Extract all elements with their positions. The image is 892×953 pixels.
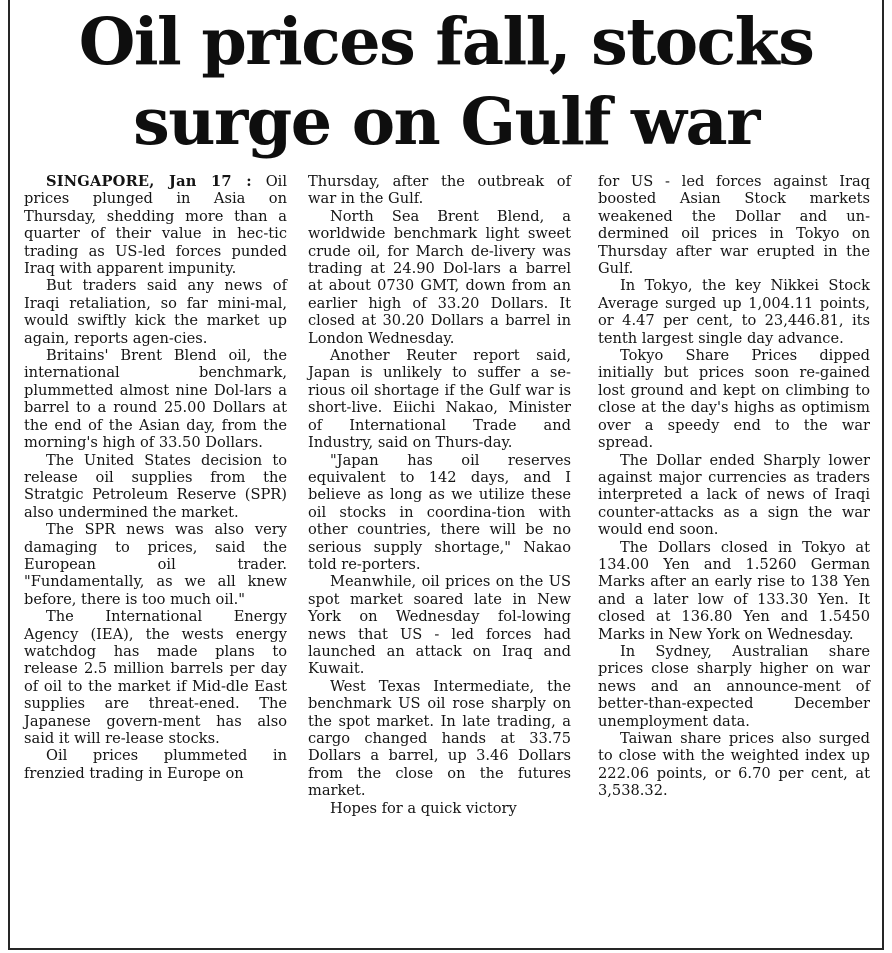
paragraph: The United States decision to release oil supplies from the Stratgic Petroleum Reserve (SPR) also undermined the market.	[24, 451, 287, 521]
paragraph: North Sea Brent Blend, a worldwide benchmark light sweet crude oil, for March de-livery was trading at 24.90 Dol-lars a barrel at about 0730 GMT, down from an earlier high of 33.20 Dollars. It closed at 30.20 Dollars a barrel in London Wednesday.	[308, 207, 571, 347]
paragraph: Another Reuter report said, Japan is unlikely to suffer a se-rious oil shortage if the Gulf war is short-live. Eiichi Nakao, Minister of International Trade and Industry, said on Thurs-day.	[308, 347, 571, 452]
dateline: SINGAPORE, Jan 17 :	[46, 173, 252, 190]
column-3	[598, 173, 870, 942]
paragraph: Britains' Brent Blend oil, the international benchmark, plummetted almost nine Dol-lars a barrel to a round 25.00 Dollars at the end of the Asian day, from the morning's high of 33.50 Dollars.	[24, 347, 287, 452]
column-2	[308, 173, 571, 942]
paragraph: Oil prices plummeted in frenzied trading in Europe on	[24, 747, 287, 782]
paragraph: In Sydney, Australian share prices close sharply higher on war news and an announce-ment of better-than-expected December unemployment data.	[598, 642, 870, 730]
paragraph: "Japan has oil reserves equivalent to 142 days, and I believe as long as we utilize these oil stocks in coordina-tion with other countries, there will be no serious supply shortage," Nakao told re-porters.	[308, 451, 571, 573]
newspaper-clipping	[8, 0, 884, 950]
paragraph-text: Oil prices plunged in Asia on Thursday, shedding more than a quarter of their value in hec-tic trading as US-led forces punded Iraq with apparent impunity.	[24, 173, 287, 278]
paragraph: Taiwan share prices also surged to close with the weighted index up 222.06 points, or 6.70 per cent, at 3,538.32.	[598, 730, 870, 800]
article-body	[10, 173, 882, 942]
paragraph: Hopes for a quick victory	[330, 799, 517, 817]
paragraph: But traders said any news of Iraqi retaliation, so far mini-mal, would swiftly kick the market up again, reports agen-cies.	[24, 277, 287, 347]
paragraph: for US - led forces against Iraq boosted Asian Stock markets weakened the Dollar and un-dermined oil prices in Tokyo on Thursday after war erupted in the Gulf.	[598, 173, 870, 278]
headline	[10, 0, 882, 162]
paragraph: Meanwhile, oil prices on the US spot market soared late in New York on Wednesday fol-lowing news that US - led forces had launched an attack on Iraq and Kuwait.	[308, 573, 571, 678]
paragraph: The Dollar ended Sharply lower against major currencies as traders interpreted a lack of news of Iraqi counter-attacks as a sign the war would end soon.	[598, 451, 870, 539]
paragraph: Tokyo Share Prices dipped initially but prices soon re-gained lost ground and kept on climbing to close at the day's highs as optimism over a speedy end to the war spread.	[598, 347, 870, 452]
paragraph: Thursday, after the outbreak of war in the Gulf.	[308, 173, 571, 208]
paragraph	[24, 173, 287, 277]
paragraph: West Texas Intermediate, the benchmark US oil rose sharply on the spot market. In late trading, a cargo changed hands at 33.75 Dollars a barrel, up 3.46 Dollars from the close on the futures market.	[308, 677, 571, 800]
paragraph: The International Energy Agency (IEA), the wests energy watchdog has made plans to release 2.5 million barrels per day of oil to the market if Mid-dle East supplies are threat-ened. The Japanese govern-ment has also said it will re-lease stocks.	[24, 608, 287, 747]
headline-line-2: surge on Gulf war	[133, 84, 759, 160]
headline-line-1: Oil prices fall, stocks	[78, 4, 814, 80]
column-1	[24, 173, 287, 942]
paragraph: The SPR news was also very damaging to prices, said the European oil trader. "Fundamentally, as we all knew before, there is too much oil."	[24, 521, 287, 608]
paragraph: The Dollars closed in Tokyo at 134.00 Yen and 1.5260 German Marks after an early rise to 138 Yen and a later low of 133.30 Yen. It closed at 136.80 Yen and 1.5450 Marks in New York on Wednesday.	[598, 538, 870, 643]
paragraph: In Tokyo, the key Nikkei Stock Average surged up 1,004.11 points, or 4.47 per cent, to 23,446.81, its tenth largest single day advance.	[598, 277, 870, 347]
